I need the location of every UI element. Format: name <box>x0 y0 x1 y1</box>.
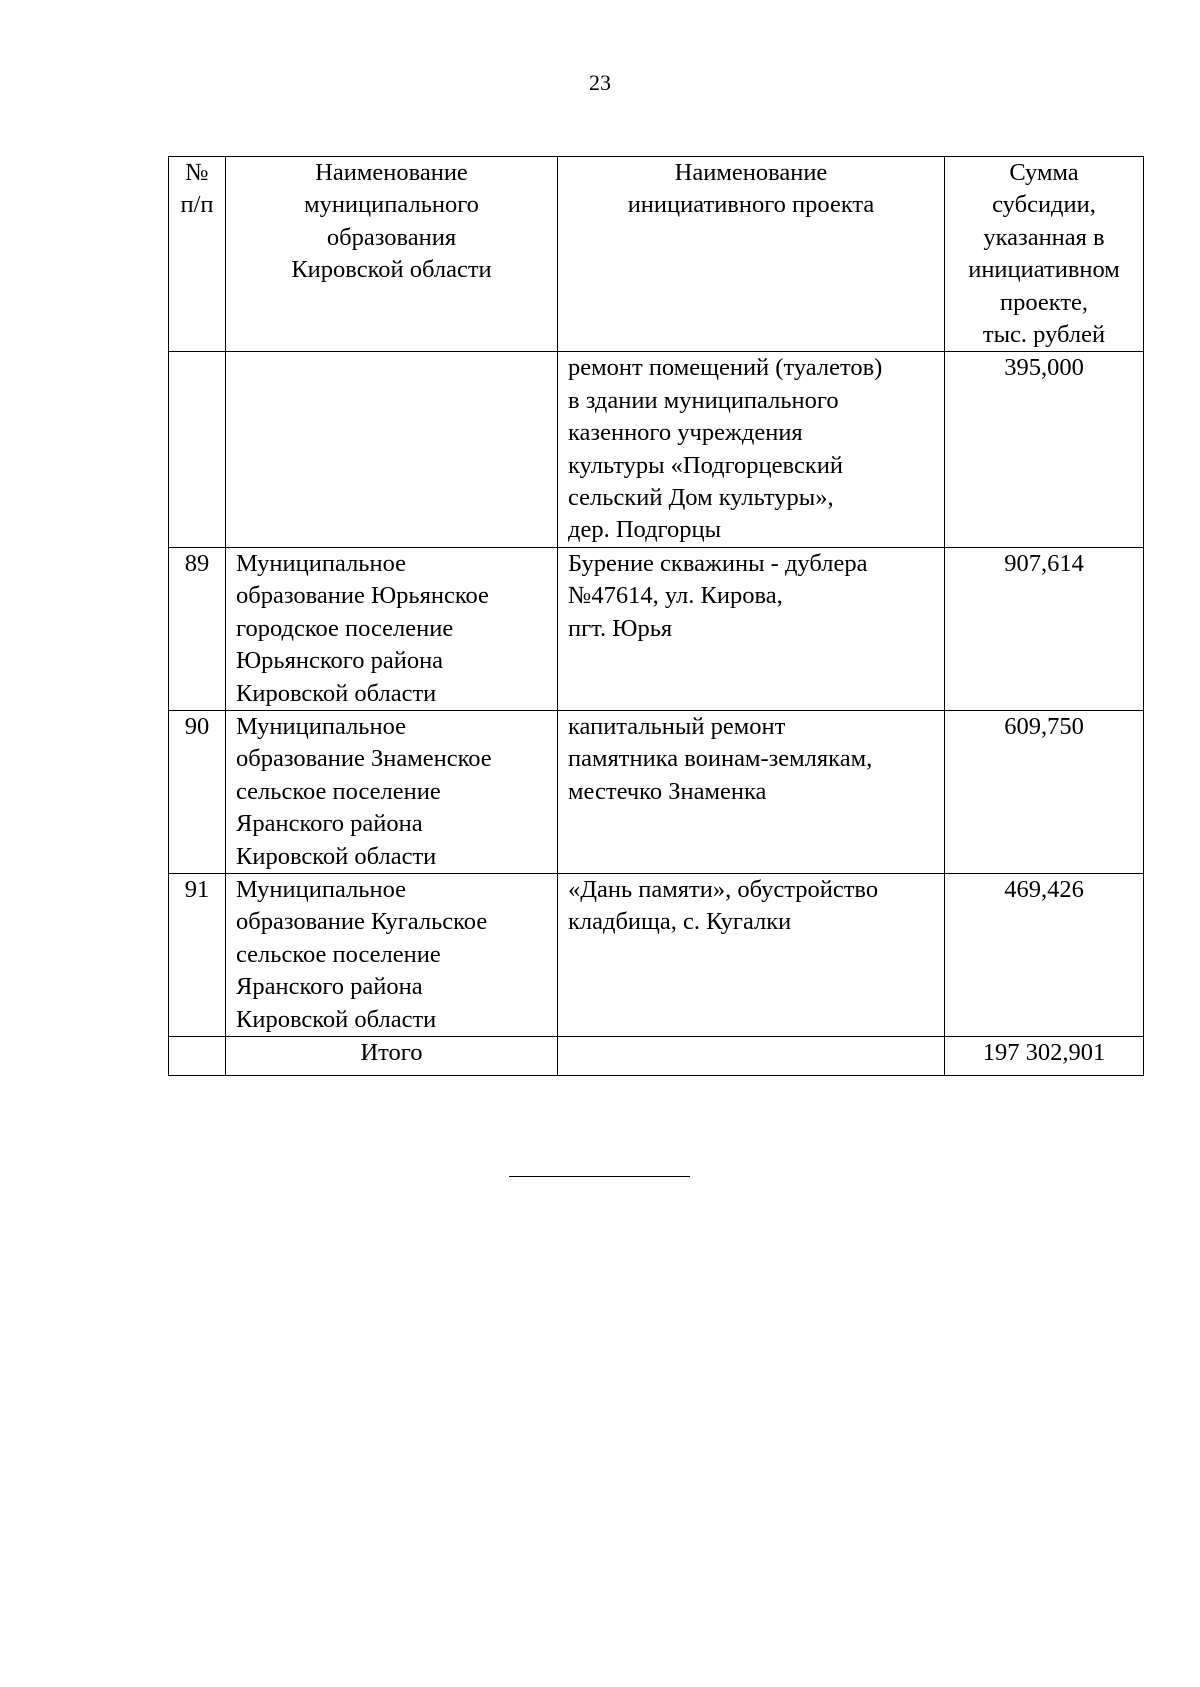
table-header-row <box>169 157 1144 352</box>
row-sum: 395,000 <box>945 352 1144 547</box>
header-municipality-text: Наименование муниципального образования Кировской области <box>291 159 492 284</box>
row-project <box>558 710 945 873</box>
row-sum: 609,750 <box>945 710 1144 873</box>
table-row <box>169 352 1144 547</box>
total-label: Итого <box>226 1036 558 1075</box>
header-municipality <box>226 157 558 352</box>
subsidy-table <box>168 156 1144 1076</box>
total-row <box>169 1036 1144 1075</box>
header-project <box>558 157 945 352</box>
row-municipality <box>226 710 558 873</box>
header-number <box>169 157 226 352</box>
total-empty-cell <box>558 1036 945 1075</box>
total-sum: 197 302,901 <box>945 1036 1144 1075</box>
row-number: 90 <box>169 710 226 873</box>
row-project <box>558 352 945 547</box>
header-project-text: Наименование инициативного проекта <box>627 159 875 219</box>
row-municipality <box>226 547 558 710</box>
table-row <box>169 873 1144 1036</box>
row-project-text: Бурение скважины - дублера №47614, ул. Кирова, пгт. Юрья <box>568 549 868 642</box>
page-number: 23 <box>589 70 611 95</box>
table-row <box>169 547 1144 710</box>
row-project <box>558 873 945 1036</box>
row-project-text: «Дань памяти», обустройство кладбища, с. Кугалки <box>568 875 879 936</box>
row-number: 91 <box>169 873 226 1036</box>
table-row <box>169 710 1144 873</box>
row-number <box>169 352 226 547</box>
footer-rule <box>509 1176 690 1177</box>
row-municipality-text: Муниципальное образование Знаменское сельское поселение Яранского района Кировской области <box>236 712 492 870</box>
total-empty-cell <box>169 1036 226 1075</box>
header-sum-text: Сумма субсидии, указанная в инициативном проекте, тыс. рублей <box>968 159 1120 349</box>
row-number: 89 <box>169 547 226 710</box>
row-sum: 907,614 <box>945 547 1144 710</box>
row-project <box>558 547 945 710</box>
row-municipality-text: Муниципальное образование Юрьянское городское поселение Юрьянского района Кировской области <box>236 549 489 707</box>
row-municipality <box>226 873 558 1036</box>
row-sum: 469,426 <box>945 873 1144 1036</box>
row-project-text: ремонт помещений (туалетов) в здании муниципального казенного учреждения культуры «Подгорцевский сельский Дом культуры», дер. Подгорцы <box>568 354 883 544</box>
row-municipality <box>226 352 558 547</box>
header-sum <box>945 157 1144 352</box>
row-municipality-text: Муниципальное образование Кугальское сельское поселение Яранского района Кировской области <box>236 875 488 1033</box>
row-project-text: капитальный ремонт памятника воинам-землякам, местечко Знаменка <box>568 712 873 805</box>
header-number-text: № п/п <box>180 159 214 219</box>
